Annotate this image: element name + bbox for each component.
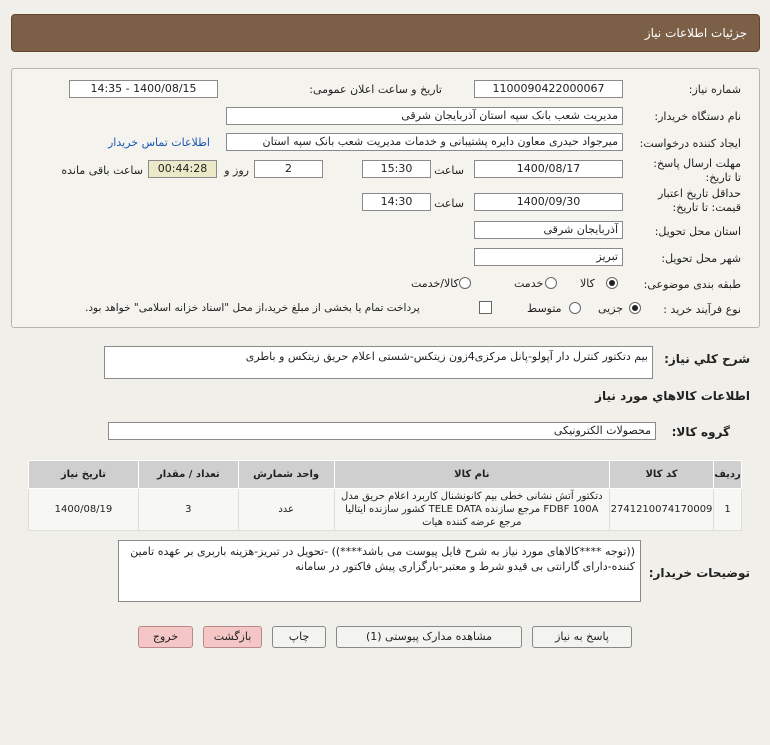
cell-name: دتکتور آتش نشانی خطی بیم کانونشنال کاربرد اعلام حریق مدل FDBF 100A مرجع سازنده TELE DATA کشور سازنده ایتالیا مرجع عرضه کننده هیات [334, 489, 609, 531]
contact-info-link[interactable]: اطلاعات تماس خریدار [108, 136, 210, 149]
category-radio-service[interactable] [545, 277, 557, 289]
purchase-type-label: نوع فرآیند خرید : [663, 303, 741, 316]
col-code: کد کالا [610, 461, 714, 489]
need-desc-field: بیم دتکتور کنترل دار آپولو-پانل مرکزی4زون زیتکس-شستی اعلام حریق زیتکس و باطری [104, 346, 653, 379]
announce-datetime-field: 1400/08/15 - 14:35 [69, 80, 218, 98]
price-validity-label: حداقل تاریخ اعتبار قیمت: تا تاریخ: [657, 187, 741, 214]
category-radio-goods[interactable] [606, 277, 618, 289]
category-option-goods-service: کالا/خدمت [411, 277, 459, 290]
view-attachments-button[interactable]: مشاهده مدارک پیوستی (1) [336, 626, 522, 648]
cell-unit: عدد [238, 489, 334, 531]
col-name: نام کالا [334, 461, 609, 489]
reply-deadline-label: مهلت ارسال پاسخ: تا تاریخ: [653, 157, 741, 184]
purchase-radio-minor[interactable] [629, 302, 641, 314]
need-desc-label: شرح كلي نياز: [664, 352, 750, 366]
days-left-field: 2 [254, 160, 323, 178]
print-button[interactable]: چاپ [272, 626, 326, 648]
need-number-label: شماره نیاز: [688, 83, 741, 96]
cell-qty: 3 [138, 489, 238, 531]
requester-field: میرجواد حیدری معاون دایره پشتیبانی و خدمات مدیریت شعب بانک سپه استان [226, 133, 623, 151]
buyer-org-field: مدیریت شعب بانک سپه استان آذربایجان شرقی [226, 107, 623, 125]
buyer-notes-field: ((توجه ****کالاهای مورد نیاز به شرح فایل پیوست می باشد****)) -تحویل در تبریز-هزینه باربری بر عهده تامین کننده-دارای گارانتی بی قیدو شرط و معتبر-بارگزاری پیش فاکتور در سامانه [118, 540, 641, 602]
exit-button[interactable]: خروج [138, 626, 193, 648]
cell-row: 1 [714, 489, 742, 531]
need-number-field: 1100090422000067 [474, 80, 623, 98]
validity-date-field: 1400/09/30 [474, 193, 623, 211]
province-label: استان محل تحویل: [654, 225, 741, 238]
cell-date: 1400/08/19 [29, 489, 139, 531]
col-unit: واحد شمارش [238, 461, 334, 489]
city-label: شهر محل تحویل: [661, 252, 741, 265]
col-row: ردیف [714, 461, 742, 489]
back-button[interactable]: بازگشت [203, 626, 262, 648]
buyer-org-label: نام دستگاه خریدار: [654, 110, 741, 123]
province-field: آذربایجان شرقی [474, 221, 623, 239]
requester-label: ایجاد کننده درخواست: [639, 137, 741, 150]
reply-to-need-button[interactable]: پاسخ به نیاز [532, 626, 632, 648]
buyer-notes-label: توضیحات خریدار: [648, 566, 750, 580]
table-row [29, 489, 742, 531]
category-option-service: خدمت [514, 277, 544, 290]
goods-group-field: محصولات الکترونیکی [108, 422, 656, 440]
time-left-field: 00:44:28 [148, 160, 217, 178]
reply-date-field: 1400/08/17 [474, 160, 623, 178]
treasury-payment-note: پرداخت تمام یا بخشی از مبلغ خرید،از محل "اسناد خزانه اسلامی" خواهد بود. [85, 302, 420, 314]
cell-code: 2741210074170009 [610, 489, 714, 531]
goods-table-header [29, 461, 742, 489]
purchase-radio-medium[interactable] [569, 302, 581, 314]
hours-left-label: ساعت باقی مانده [61, 164, 143, 177]
treasury-payment-checkbox[interactable] [479, 301, 492, 314]
day-and-label: روز و [224, 164, 249, 177]
validity-time-field: 14:30 [362, 193, 431, 211]
goods-info-heading: اطلاعات كالاهاي مورد نياز [595, 389, 750, 403]
purchase-option-minor: جزیی [598, 302, 624, 315]
city-field: تبریز [474, 248, 623, 266]
reply-time-field: 15:30 [362, 160, 431, 178]
goods-table [28, 460, 742, 531]
category-label: طبقه بندی موضوعی: [643, 278, 741, 291]
col-qty: تعداد / مقدار [138, 461, 238, 489]
page-header [11, 14, 760, 52]
category-radio-goods-service[interactable] [459, 277, 471, 289]
purchase-option-medium: متوسط [527, 302, 562, 315]
page-title: جزئیات اطلاعات نیاز [644, 26, 747, 40]
goods-group-label: گروه کالا: [671, 425, 730, 439]
category-option-goods: کالا [580, 277, 595, 290]
validity-time-label: ساعت [434, 197, 464, 210]
reply-time-label: ساعت [434, 164, 464, 177]
col-date: تاریخ نیاز [29, 461, 139, 489]
announce-datetime-label: تاریخ و ساعت اعلان عمومی: [309, 83, 442, 96]
